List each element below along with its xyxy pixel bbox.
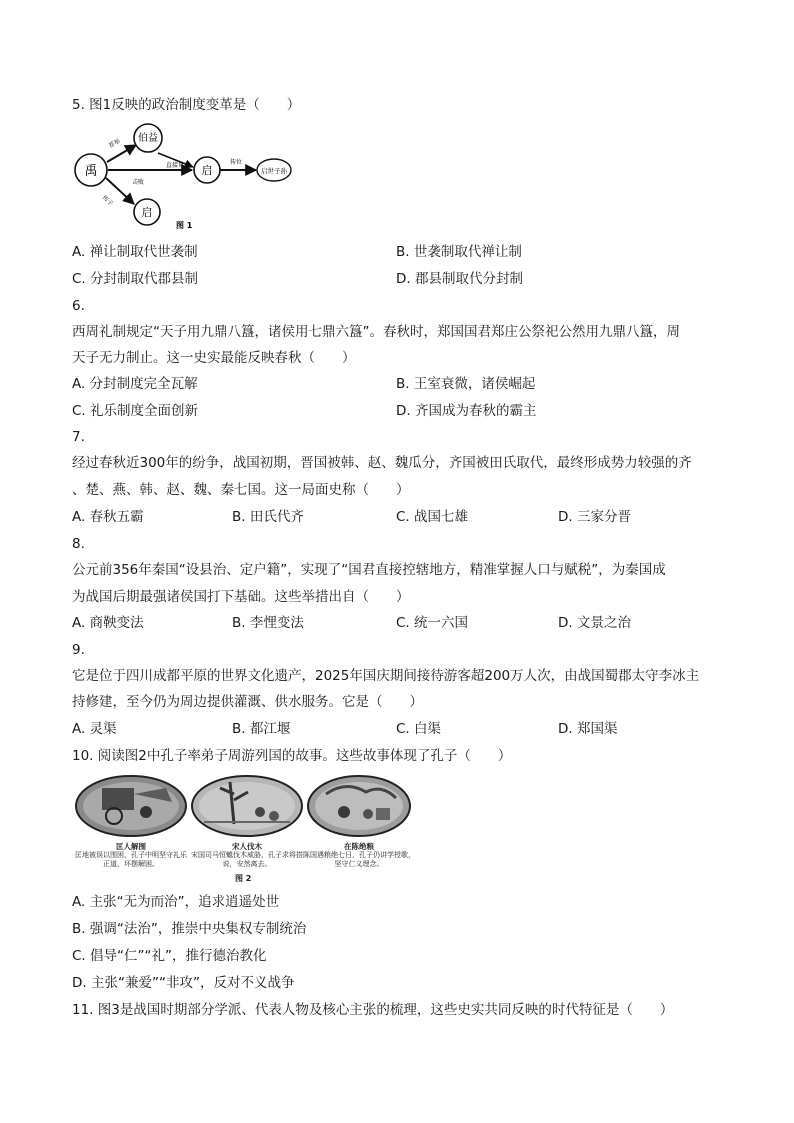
q9-option-c[interactable]: C. 白渠 bbox=[396, 721, 442, 737]
q6-option-a[interactable]: A. 分封制度完全瓦解 bbox=[72, 376, 198, 392]
figure-1-caption: 图 1 bbox=[176, 221, 193, 230]
q7-option-b[interactable]: B. 田氏代齐 bbox=[232, 509, 304, 525]
edge-label-chuanwei: 传位 bbox=[230, 159, 243, 166]
panel-3-title: 在陈绝粮 bbox=[344, 842, 374, 851]
q9-option-d[interactable]: D. 郑国渠 bbox=[558, 721, 618, 737]
q10-option-c[interactable]: C. 倡导“仁”“礼”，推行德治教化 bbox=[72, 948, 267, 964]
edge-label-chuanzi: 传子 bbox=[100, 194, 115, 208]
q9-number: 9. bbox=[72, 642, 85, 658]
q9-option-a[interactable]: A. 灵渠 bbox=[72, 721, 117, 737]
q8-option-c[interactable]: C. 统一六国 bbox=[396, 615, 469, 631]
panel-3-caption bbox=[300, 842, 418, 869]
q8-stem-line1: 公元前356年秦国“设县治、定户籍”，实现了“国君直接控辖地方，精准掌握人口与赋税”，为秦国成 bbox=[72, 562, 666, 578]
q5-stem: 5. 图1反映的政治制度变革是（ ） bbox=[72, 97, 301, 113]
q5-option-a[interactable]: A. 禅让制取代世袭制 bbox=[72, 244, 198, 260]
q7-option-a[interactable]: A. 春秋五霸 bbox=[72, 509, 144, 525]
q11-stem: 11. 图3是战国时期部分学派、代表人物及核心主张的梳理，这些史实共同反映的时代特征是（ ） bbox=[72, 1002, 674, 1018]
q6-stem-line1: 西周礼制规定“天子用九鼎八簋，诸侯用七鼎六簋”。春秋时，郑国国君郑庄公祭祀公然用九鼎八簋，周 bbox=[72, 324, 680, 340]
q8-option-d[interactable]: D. 文景之治 bbox=[558, 615, 631, 631]
figure-2-caption: 图 2 bbox=[235, 874, 252, 883]
figure-1-diagram bbox=[70, 120, 300, 230]
node-qi-top-label: 启 bbox=[201, 164, 213, 177]
q8-option-b[interactable]: B. 李悝变法 bbox=[232, 615, 304, 631]
panel-2-title: 宋人伐木 bbox=[232, 842, 262, 851]
panel-1-text: 匡地被误以围困，孔子中明坚守礼乐正道，坏摆解困。 bbox=[75, 851, 187, 868]
panel-1-title: 匡人解围 bbox=[116, 842, 146, 851]
painting-kuangren-jiewei bbox=[74, 774, 188, 838]
q8-number: 8. bbox=[72, 536, 85, 552]
figure-2-panels bbox=[74, 774, 414, 886]
edge-label-zhijie-shixi: 直接世袭 bbox=[166, 162, 191, 169]
q9-stem-line1: 它是位于四川成都平原的世界文化遗产，2025年国庆期间接待游客超200万人次，由战国蜀郡太守李冰主 bbox=[72, 668, 700, 684]
q5-option-b[interactable]: B. 世袭制取代禅让制 bbox=[396, 244, 522, 260]
q10-option-d[interactable]: D. 主张“兼爱”“非攻”，反对不义战争 bbox=[72, 975, 295, 991]
node-boyi-label: 伯益 bbox=[138, 133, 158, 144]
q7-option-d[interactable]: D. 三家分晋 bbox=[558, 509, 631, 525]
q10-stem: 10. 阅读图2中孔子率弟子周游列国的故事。这些故事体现了孔子（ ） bbox=[72, 748, 512, 764]
q10-option-a[interactable]: A. 主张“无为而治”，追求逍遥处世 bbox=[72, 894, 280, 910]
q9-stem-line2: 持修建，至今仍为周边提供灌溉、供水服务。它是（ ） bbox=[72, 694, 423, 710]
q6-option-c[interactable]: C. 礼乐制度全面创新 bbox=[72, 403, 199, 419]
q5-option-d[interactable]: D. 郡县制取代分封制 bbox=[396, 271, 523, 287]
q6-option-d[interactable]: D. 齐国成为春秋的霸主 bbox=[396, 403, 537, 419]
edge-label-shaqu: 击败 bbox=[132, 179, 145, 186]
q6-number: 6. bbox=[72, 298, 85, 314]
q7-option-c[interactable]: C. 战国七雄 bbox=[396, 509, 469, 525]
node-yu-label: 禹 bbox=[84, 164, 98, 179]
q6-stem-line2: 天子无力制止。这一史实最能反映春秋（ ） bbox=[72, 350, 356, 366]
node-qi-bottom-label: 启 bbox=[141, 206, 153, 219]
panel-2-caption bbox=[188, 842, 306, 869]
q10-option-b[interactable]: B. 强调“法治”，推崇中央集权专制统治 bbox=[72, 921, 307, 937]
q8-stem-line2: 为战国后期最强诸侯国打下基础。这些举措出自（ ） bbox=[72, 589, 410, 605]
panel-2-text: 宋国司马恒魋伐木威胁，孔子求将搭说，安然离去。 bbox=[191, 851, 303, 868]
q5-option-c[interactable]: C. 分封制取代郡县制 bbox=[72, 271, 199, 287]
panel-3-text: 陈国遇粮绝七日，孔子仍讲学授歌，坚守仁义理念。 bbox=[303, 851, 415, 868]
q7-number: 7. bbox=[72, 429, 85, 445]
node-successors-label: 启世子孙 bbox=[261, 167, 287, 175]
painting-zaichen-jueliang bbox=[306, 774, 412, 838]
q9-option-b[interactable]: B. 都江堰 bbox=[232, 721, 291, 737]
q7-stem-line1: 经过春秋近300年的纷争，战国初期，晋国被韩、赵、魏瓜分，齐国被田氏取代，最终形成势力较强的齐 bbox=[72, 455, 692, 471]
q6-option-b[interactable]: B. 王室衰微，诸侯崛起 bbox=[396, 376, 536, 392]
panel-1-caption bbox=[72, 842, 190, 869]
q7-stem-line2: 、楚、燕、韩、赵、魏、秦七国。这一局面史称（ ） bbox=[72, 482, 410, 498]
painting-songren-famu bbox=[190, 774, 304, 838]
edge-label-tuijian: 荐举 bbox=[107, 137, 122, 150]
q8-option-a[interactable]: A. 商鞅变法 bbox=[72, 615, 144, 631]
